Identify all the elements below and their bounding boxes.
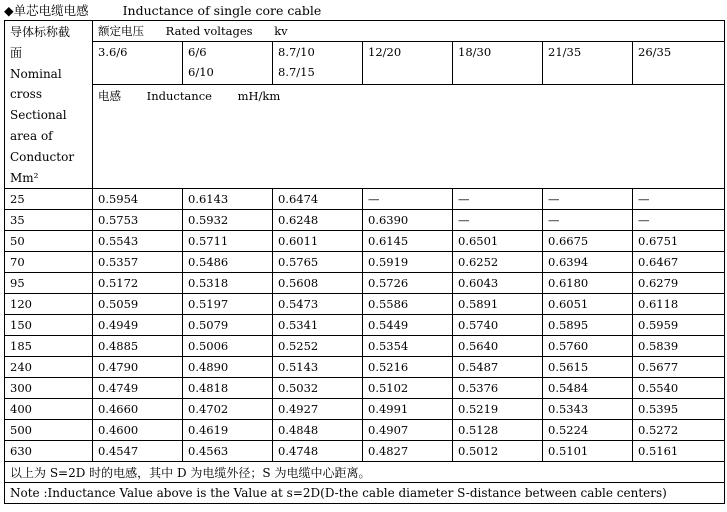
note-english: Note :Inductance Value above is the Value at s=2D(D-the cable diameter S-distance between cable centers) bbox=[5, 483, 725, 504]
voltage-value: 26/35 bbox=[638, 45, 672, 60]
inductance-cell: 0.4547 bbox=[93, 441, 183, 462]
voltage-cell bbox=[453, 42, 543, 84]
inductance-cell: 0.6474 bbox=[273, 189, 363, 210]
voltage-cell bbox=[183, 42, 273, 84]
inductance-cell: 0.6011 bbox=[273, 231, 363, 252]
cross-section-cell: 50 bbox=[5, 231, 93, 252]
table-row bbox=[5, 378, 725, 399]
cross-section-label-line: 面 bbox=[10, 45, 23, 60]
voltage-row bbox=[5, 42, 725, 84]
document-title bbox=[4, 2, 321, 20]
inductance-cell: 0.5919 bbox=[363, 252, 453, 273]
table-row bbox=[5, 189, 725, 210]
inductance-cell: 0.6751 bbox=[633, 231, 725, 252]
inductance-cell: — bbox=[543, 210, 633, 231]
cross-section-label-line: area of bbox=[10, 128, 53, 143]
voltage-value: 8.7/10 bbox=[278, 45, 315, 60]
inductance-cell: 0.6394 bbox=[543, 252, 633, 273]
inductance-cell: 0.5395 bbox=[633, 399, 725, 420]
inductance-cell: — bbox=[633, 210, 725, 231]
inductance-cell: 0.5343 bbox=[543, 399, 633, 420]
rated-voltage-unit: kv bbox=[274, 24, 288, 39]
header-cross-section bbox=[5, 21, 93, 189]
inductance-cell: 0.4600 bbox=[93, 420, 183, 441]
inductance-cell: 0.5059 bbox=[93, 294, 183, 315]
table-row bbox=[5, 231, 725, 252]
rated-voltage-cn: 额定电压 bbox=[98, 24, 144, 39]
inductance-cell: 0.5486 bbox=[183, 252, 273, 273]
voltage-cell bbox=[633, 42, 725, 84]
inductance-cell: — bbox=[633, 189, 725, 210]
inductance-cell: 0.6675 bbox=[543, 231, 633, 252]
inductance-cell: 0.5172 bbox=[93, 273, 183, 294]
inductance-cell: 0.4827 bbox=[363, 441, 453, 462]
inductance-cell: 0.5586 bbox=[363, 294, 453, 315]
cross-section-cell: 500 bbox=[5, 420, 93, 441]
inductance-cell: 0.4907 bbox=[363, 420, 453, 441]
cross-section-cell: 150 bbox=[5, 315, 93, 336]
cross-section-label-line: Sectional bbox=[10, 108, 67, 123]
table-row bbox=[5, 399, 725, 420]
inductance-cell: 0.5543 bbox=[93, 231, 183, 252]
inductance-cell: 0.4790 bbox=[93, 357, 183, 378]
inductance-cell: 0.5161 bbox=[633, 441, 725, 462]
inductance-cell: 0.5760 bbox=[543, 336, 633, 357]
inductance-cell: 0.6467 bbox=[633, 252, 725, 273]
inductance-cell: 0.6501 bbox=[453, 231, 543, 252]
inductance-cell: 0.5726 bbox=[363, 273, 453, 294]
inductance-cn: 电感 bbox=[98, 88, 121, 103]
inductance-cell: 0.5932 bbox=[183, 210, 273, 231]
inductance-unit: mH/km bbox=[237, 88, 281, 103]
inductance-cell: 0.5102 bbox=[363, 378, 453, 399]
voltage-value: 18/30 bbox=[458, 45, 492, 60]
inductance-cell: 0.5608 bbox=[273, 273, 363, 294]
inductance-cell: 0.6143 bbox=[183, 189, 273, 210]
inductance-cell: 0.5341 bbox=[273, 315, 363, 336]
inductance-cell: 0.5128 bbox=[453, 420, 543, 441]
inductance-cell: 0.5484 bbox=[543, 378, 633, 399]
inductance-cell: 0.5765 bbox=[273, 252, 363, 273]
inductance-cell: 0.4890 bbox=[183, 357, 273, 378]
inductance-cell: 0.5224 bbox=[543, 420, 633, 441]
cross-section-cell: 185 bbox=[5, 336, 93, 357]
inductance-cell: 0.6145 bbox=[363, 231, 453, 252]
inductance-cell: 0.5143 bbox=[273, 357, 363, 378]
title-english: Inductance of single core cable bbox=[122, 3, 322, 18]
inductance-cell: 0.4660 bbox=[93, 399, 183, 420]
cross-section-cell: 25 bbox=[5, 189, 93, 210]
inductance-cell: 0.4818 bbox=[183, 378, 273, 399]
inductance-cell: 0.4848 bbox=[273, 420, 363, 441]
cross-section-cell: 240 bbox=[5, 357, 93, 378]
table-row bbox=[5, 336, 725, 357]
inductance-cell: 0.5473 bbox=[273, 294, 363, 315]
voltage-cell bbox=[273, 42, 363, 84]
inductance-cell: 0.5540 bbox=[633, 378, 725, 399]
table-row bbox=[5, 294, 725, 315]
inductance-cell: 0.6043 bbox=[453, 273, 543, 294]
inductance-cell: 0.6279 bbox=[633, 273, 725, 294]
cross-section-label-line: cross bbox=[10, 87, 42, 102]
inductance-cell: 0.5959 bbox=[633, 315, 725, 336]
inductance-cell: 0.5079 bbox=[183, 315, 273, 336]
inductance-cell: 0.5677 bbox=[633, 357, 725, 378]
inductance-cell: — bbox=[453, 189, 543, 210]
inductance-table bbox=[4, 20, 725, 504]
cross-section-cell: 630 bbox=[5, 441, 93, 462]
inductance-cell: 0.5006 bbox=[183, 336, 273, 357]
cross-section-cell: 70 bbox=[5, 252, 93, 273]
inductance-cell: 0.4949 bbox=[93, 315, 183, 336]
voltage-cell bbox=[363, 42, 453, 84]
inductance-cell: 0.4619 bbox=[183, 420, 273, 441]
inductance-cell: 0.5357 bbox=[93, 252, 183, 273]
inductance-cell: 0.5101 bbox=[543, 441, 633, 462]
title-chinese: ◆单芯电缆电感 bbox=[4, 3, 89, 18]
voltage-value: 6/6 bbox=[188, 45, 207, 60]
inductance-cell: 0.5197 bbox=[183, 294, 273, 315]
inductance-cell: 0.4749 bbox=[93, 378, 183, 399]
inductance-cell: 0.5954 bbox=[93, 189, 183, 210]
inductance-cell: 0.5891 bbox=[453, 294, 543, 315]
inductance-cell: 0.4563 bbox=[183, 441, 273, 462]
header-inductance bbox=[93, 84, 725, 189]
cross-section-cell: 35 bbox=[5, 210, 93, 231]
cross-section-cell: 400 bbox=[5, 399, 93, 420]
table-row bbox=[5, 441, 725, 462]
inductance-cell: 0.4991 bbox=[363, 399, 453, 420]
inductance-cell: 0.5839 bbox=[633, 336, 725, 357]
voltage-value: 6/10 bbox=[188, 65, 214, 80]
inductance-cell: 0.6180 bbox=[543, 273, 633, 294]
inductance-cell: 0.6051 bbox=[543, 294, 633, 315]
inductance-cell: 0.4748 bbox=[273, 441, 363, 462]
cross-section-cell: 95 bbox=[5, 273, 93, 294]
inductance-cell: 0.5740 bbox=[453, 315, 543, 336]
inductance-cell: 0.4927 bbox=[273, 399, 363, 420]
inductance-cell: 0.5252 bbox=[273, 336, 363, 357]
cross-section-label-line: Mm² bbox=[10, 170, 39, 185]
voltage-value: 12/20 bbox=[368, 45, 402, 60]
table-row bbox=[5, 420, 725, 441]
table-row bbox=[5, 273, 725, 294]
inductance-cell: 0.6118 bbox=[633, 294, 725, 315]
cross-section-cell: 120 bbox=[5, 294, 93, 315]
table-row bbox=[5, 315, 725, 336]
inductance-cell: 0.5032 bbox=[273, 378, 363, 399]
cross-section-cell: 300 bbox=[5, 378, 93, 399]
inductance-en: Inductance bbox=[146, 88, 212, 103]
rated-voltage-en: Rated voltages bbox=[165, 24, 253, 39]
inductance-cell: 0.4885 bbox=[93, 336, 183, 357]
header-rated-voltage bbox=[93, 21, 725, 42]
inductance-cell: — bbox=[543, 189, 633, 210]
inductance-cell: 0.5449 bbox=[363, 315, 453, 336]
inductance-cell: 0.5318 bbox=[183, 273, 273, 294]
inductance-cell: 0.5895 bbox=[543, 315, 633, 336]
inductance-cell: 0.5753 bbox=[93, 210, 183, 231]
inductance-cell: — bbox=[363, 189, 453, 210]
note-chinese: 以上为 S=2D 时的电感，其中 D 为电缆外径；S 为电缆中心距离。 bbox=[5, 462, 725, 483]
table-row bbox=[5, 357, 725, 378]
inductance-cell: 0.4702 bbox=[183, 399, 273, 420]
inductance-cell: 0.5012 bbox=[453, 441, 543, 462]
inductance-cell: 0.5219 bbox=[453, 399, 543, 420]
inductance-cell: — bbox=[453, 210, 543, 231]
inductance-cell: 0.6248 bbox=[273, 210, 363, 231]
inductance-cell: 0.6390 bbox=[363, 210, 453, 231]
voltage-value: 8.7/15 bbox=[278, 65, 315, 80]
voltage-value: 3.6/6 bbox=[98, 45, 128, 60]
voltage-cell bbox=[543, 42, 633, 84]
voltage-cell bbox=[93, 42, 183, 84]
cross-section-label-line: Nominal bbox=[10, 66, 62, 81]
inductance-cell: 0.6252 bbox=[453, 252, 543, 273]
cross-section-label-line: Conductor bbox=[10, 149, 75, 164]
voltage-value: 21/35 bbox=[548, 45, 582, 60]
inductance-cell: 0.5376 bbox=[453, 378, 543, 399]
inductance-cell: 0.5354 bbox=[363, 336, 453, 357]
inductance-cell: 0.5487 bbox=[453, 357, 543, 378]
inductance-cell: 0.5272 bbox=[633, 420, 725, 441]
cross-section-label-line: 导体标称截 bbox=[10, 25, 71, 39]
inductance-cell: 0.5615 bbox=[543, 357, 633, 378]
inductance-cell: 0.5711 bbox=[183, 231, 273, 252]
table-row bbox=[5, 210, 725, 231]
inductance-cell: 0.5216 bbox=[363, 357, 453, 378]
inductance-cell: 0.5640 bbox=[453, 336, 543, 357]
table-row bbox=[5, 252, 725, 273]
